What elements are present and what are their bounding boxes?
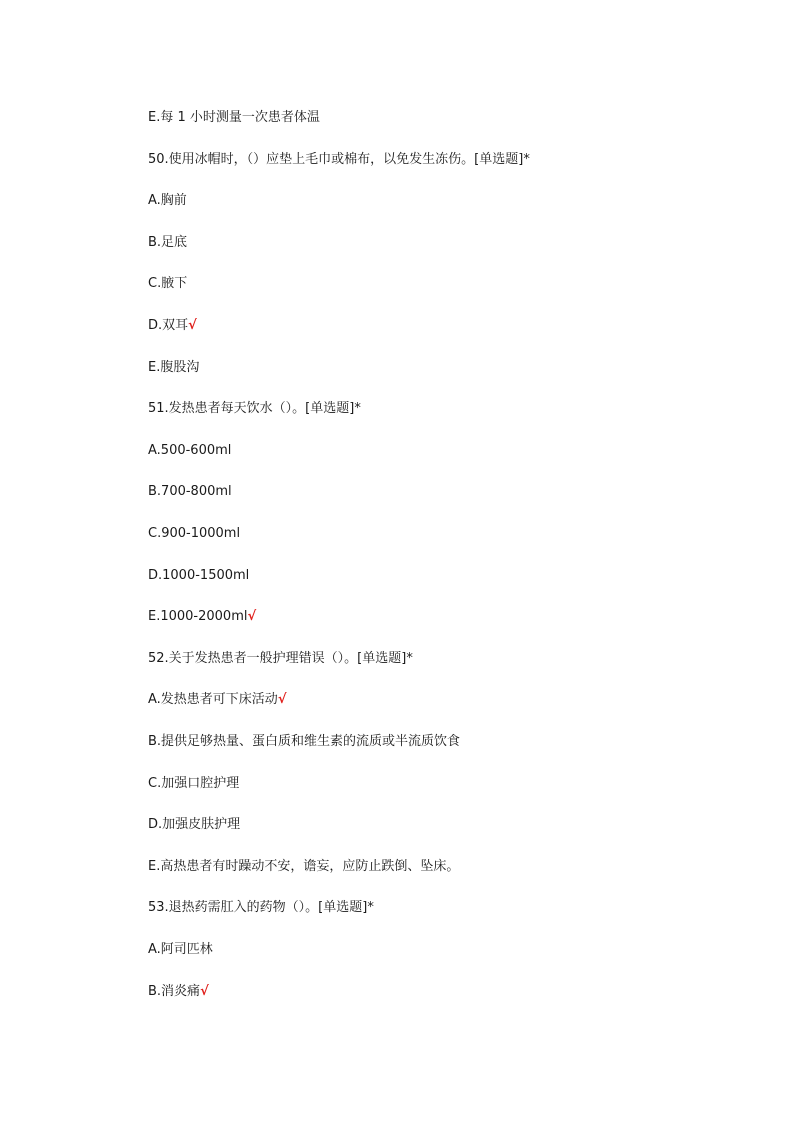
line-text: D.1000-1500ml xyxy=(148,568,250,583)
line-text: C.900-1000ml xyxy=(148,526,241,541)
line-text: C.加强口腔护理 xyxy=(148,776,240,791)
line-text: D.双耳 xyxy=(148,318,189,333)
line-text: A.发热患者可下床活动 xyxy=(148,692,278,707)
answer-option xyxy=(148,733,460,751)
answer-option xyxy=(148,359,199,377)
check-mark-icon: √ xyxy=(277,692,287,707)
line-text: B.提供足够热量、蛋白质和维生素的流质或半流质饮食 xyxy=(148,734,461,749)
line-text: E.每 1 小时测量一次患者体温 xyxy=(148,110,320,125)
line-text: A.胸前 xyxy=(148,193,187,208)
answer-option xyxy=(148,858,459,876)
check-mark-icon: √ xyxy=(188,318,197,333)
answer-option xyxy=(148,941,213,959)
answer-option xyxy=(148,483,232,501)
answer-option-correct xyxy=(148,691,286,709)
answer-option xyxy=(148,234,187,252)
line-text: B.消炎痛 xyxy=(148,984,201,999)
answer-option xyxy=(148,109,320,127)
answer-option xyxy=(148,525,240,543)
line-text: B.700-800ml xyxy=(148,484,232,499)
answer-option xyxy=(148,775,239,793)
question-text xyxy=(148,151,530,169)
line-text: 51.发热患者每天饮水（）。[单选题]* xyxy=(148,401,361,416)
check-mark-icon: √ xyxy=(247,609,257,624)
line-text: 52.关于发热患者一般护理错误（）。[单选题]* xyxy=(148,651,413,666)
line-text: 53.退热药需肛入的药物（）。[单选题]* xyxy=(148,900,374,915)
line-text: E.1000-2000ml xyxy=(148,609,248,624)
line-text: A.阿司匹林 xyxy=(148,942,213,957)
line-text: A.500-600ml xyxy=(148,443,232,458)
answer-option-correct xyxy=(148,317,197,335)
line-text: D.加强皮肤护理 xyxy=(148,817,241,832)
line-text: 50.使用冰帽时，（）应垫上毛巾或棉布，以免发生冻伤。[单选题]* xyxy=(148,152,530,167)
question-text xyxy=(148,650,413,668)
answer-option xyxy=(148,816,240,834)
check-mark-icon: √ xyxy=(200,984,209,999)
answer-option xyxy=(148,275,187,293)
answer-option xyxy=(148,192,187,210)
answer-option-correct xyxy=(148,608,256,626)
answer-option xyxy=(148,442,231,460)
question-text xyxy=(148,899,374,917)
line-text: B.足底 xyxy=(148,235,188,250)
answer-option xyxy=(148,567,249,585)
answer-option-correct xyxy=(148,983,209,1001)
line-text: C.腋下 xyxy=(148,276,188,291)
line-text: E.高热患者有时躁动不安，谵妄，应防止跌倒、坠床。 xyxy=(148,859,460,874)
line-text: E.腹股沟 xyxy=(148,360,200,375)
question-text xyxy=(148,400,361,418)
